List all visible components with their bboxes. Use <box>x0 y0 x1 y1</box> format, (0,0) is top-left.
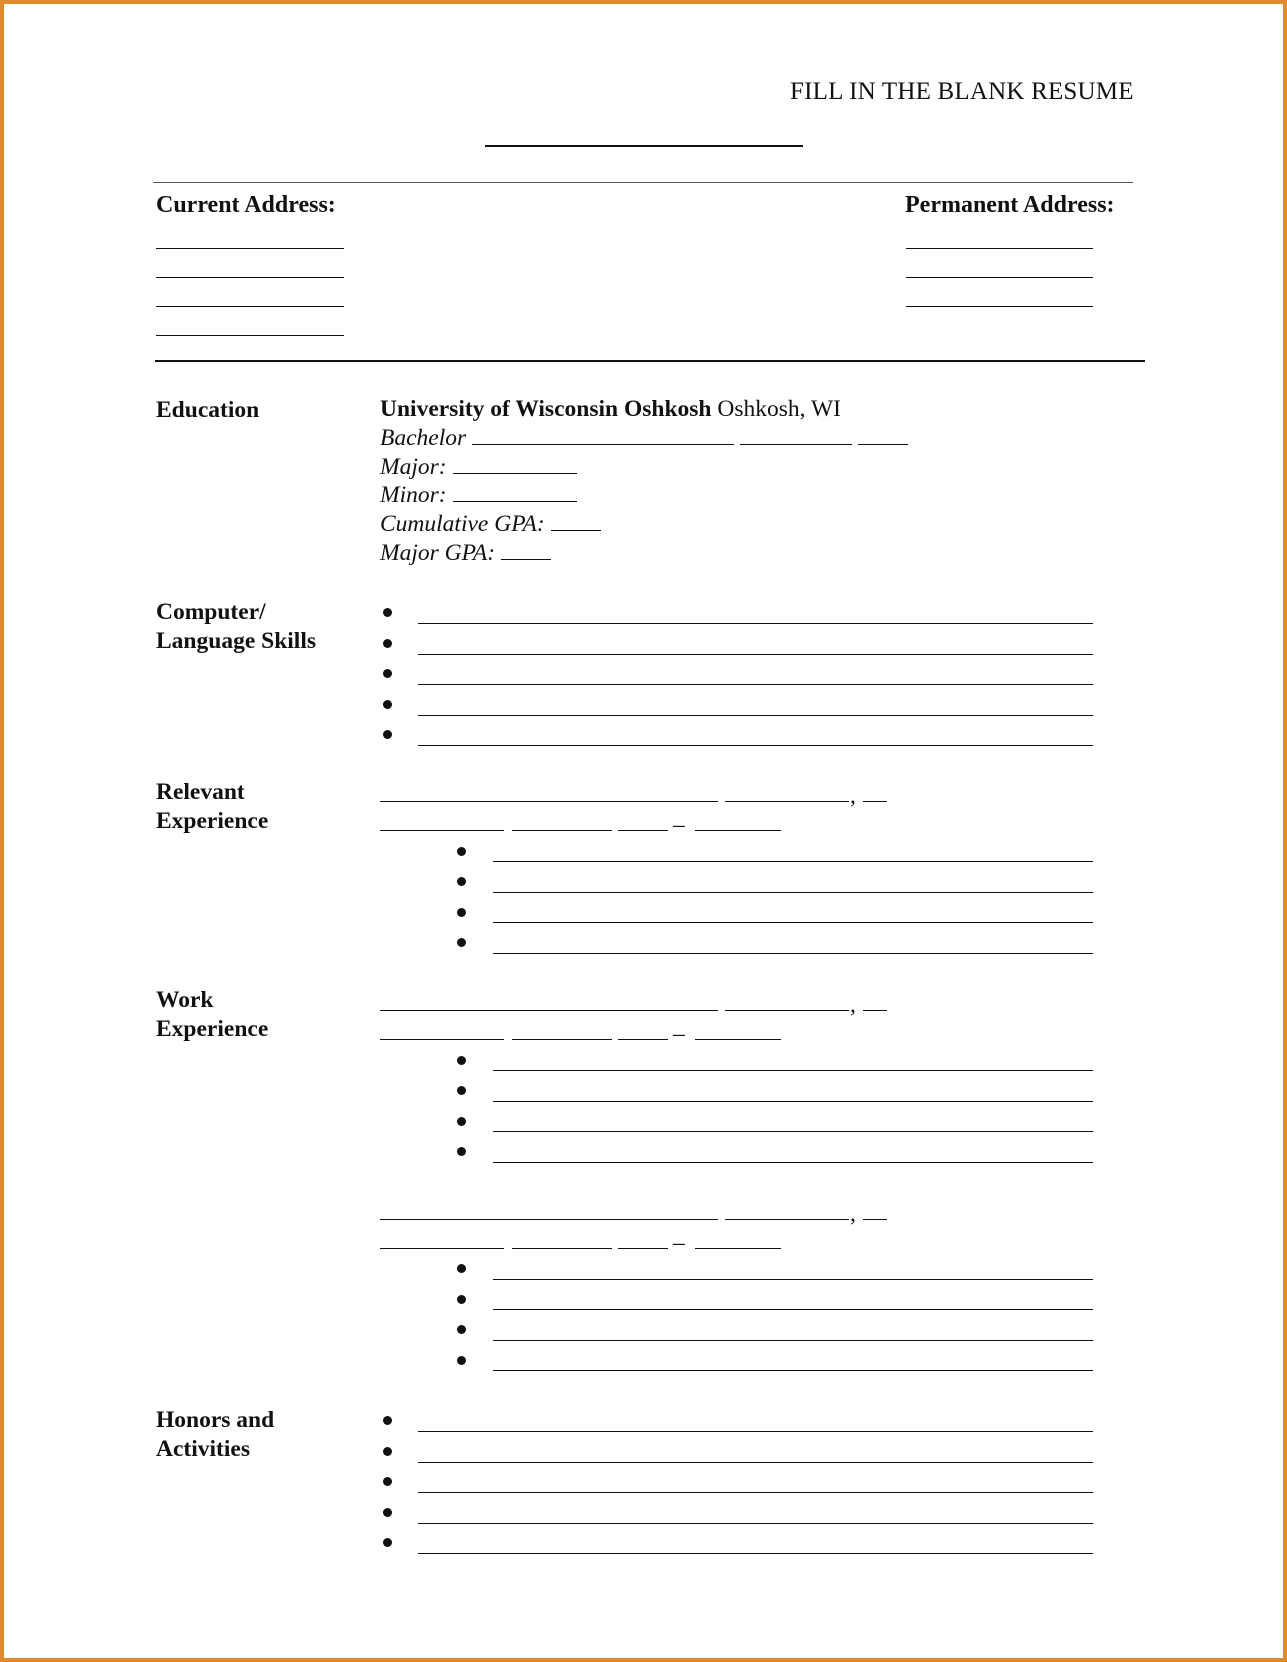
bullet-icon <box>457 1295 466 1304</box>
dash-separator: – <box>673 812 685 838</box>
employer-blank[interactable] <box>380 1219 718 1220</box>
end-date-blank[interactable] <box>695 1248 781 1249</box>
cumulative-gpa-blank[interactable] <box>551 512 601 531</box>
duty-blank[interactable] <box>493 1131 1093 1132</box>
start-date-blank[interactable] <box>618 830 668 831</box>
honor-blank[interactable] <box>418 1492 1093 1493</box>
duty-blank[interactable] <box>493 1309 1093 1310</box>
bullet-icon <box>383 730 392 739</box>
bullet-icon <box>457 847 466 856</box>
cumulative-gpa-label: Cumulative GPA: <box>380 511 545 537</box>
bullet-icon <box>457 938 466 947</box>
bullet-icon <box>383 669 392 678</box>
relevant-experience-label <box>156 778 268 836</box>
skill-blank[interactable] <box>418 684 1093 685</box>
bullet-icon <box>457 1117 466 1126</box>
minor-label: Minor: <box>380 482 447 508</box>
dash-separator: – <box>673 1230 685 1256</box>
degree-label: Bachelor <box>380 425 467 451</box>
comma-separator: , <box>850 1201 856 1227</box>
bullet-icon <box>457 1325 466 1334</box>
permanent-address-blank[interactable] <box>906 248 1093 249</box>
honor-blank[interactable] <box>418 1431 1093 1432</box>
degree-blank[interactable] <box>740 426 852 445</box>
bullet-icon <box>383 1416 392 1425</box>
degree-blank[interactable] <box>472 426 734 445</box>
duty-blank[interactable] <box>493 1101 1093 1102</box>
end-date-blank[interactable] <box>695 830 781 831</box>
cumulative-gpa-line <box>380 511 601 538</box>
honor-blank[interactable] <box>418 1553 1093 1554</box>
honor-blank[interactable] <box>418 1523 1093 1524</box>
bullet-icon <box>457 1086 466 1095</box>
honor-blank[interactable] <box>418 1462 1093 1463</box>
major-label: Major: <box>380 454 447 480</box>
work-label-line2: Experience <box>156 1016 269 1042</box>
honors-label-line2: Activities <box>156 1436 250 1462</box>
skill-blank[interactable] <box>418 745 1093 746</box>
state-blank[interactable] <box>863 1010 887 1011</box>
duty-blank[interactable] <box>493 953 1093 954</box>
skills-label <box>156 598 316 656</box>
bullet-icon <box>383 639 392 648</box>
major-gpa-blank[interactable] <box>501 541 551 560</box>
dash-separator: – <box>673 1021 685 1047</box>
current-address-blank[interactable] <box>156 335 344 336</box>
state-blank[interactable] <box>863 1219 887 1220</box>
skill-blank[interactable] <box>418 715 1093 716</box>
start-date-blank[interactable] <box>618 1248 668 1249</box>
work-experience-label <box>156 986 268 1044</box>
duty-blank[interactable] <box>493 892 1093 893</box>
permanent-address-blank[interactable] <box>906 277 1093 278</box>
end-date-blank[interactable] <box>695 1039 781 1040</box>
position-blank[interactable] <box>380 1039 504 1040</box>
duty-blank[interactable] <box>493 1370 1093 1371</box>
bullet-icon <box>457 1264 466 1273</box>
bullet-icon <box>383 1477 392 1486</box>
bullet-icon <box>383 608 392 617</box>
skills-label-line2: Language Skills <box>156 628 316 654</box>
university-name: University of Wisconsin Oshkosh <box>380 396 712 422</box>
honors-activities-label <box>156 1406 274 1464</box>
university-line <box>380 396 841 423</box>
bullet-icon <box>457 908 466 917</box>
university-location: Oshkosh, WI <box>717 396 841 422</box>
name-blank[interactable] <box>485 145 803 147</box>
bullet-icon <box>457 877 466 886</box>
comma-separator: , <box>850 783 856 809</box>
duty-blank[interactable] <box>493 1070 1093 1071</box>
skill-blank[interactable] <box>418 623 1093 624</box>
document-title: FILL IN THE BLANK RESUME <box>790 78 1134 105</box>
duty-blank[interactable] <box>493 1340 1093 1341</box>
honors-label-line1: Honors and <box>156 1407 275 1433</box>
relevant-label-line1: Relevant <box>156 779 245 805</box>
permanent-address-label: Permanent Address: <box>905 192 1115 218</box>
major-blank[interactable] <box>453 455 577 474</box>
major-line <box>380 454 577 481</box>
bullet-icon <box>457 1147 466 1156</box>
duty-blank[interactable] <box>493 861 1093 862</box>
current-address-blank[interactable] <box>156 306 344 307</box>
skill-blank[interactable] <box>418 654 1093 655</box>
relevant-label-line2: Experience <box>156 808 269 834</box>
position-blank[interactable] <box>380 830 504 831</box>
education-label: Education <box>156 397 260 423</box>
bullet-icon <box>383 1538 392 1547</box>
header-divider <box>153 182 1133 183</box>
position-blank[interactable] <box>512 830 612 831</box>
bullet-icon <box>383 1508 392 1517</box>
bullet-icon <box>383 1447 392 1456</box>
comma-separator: , <box>850 992 856 1018</box>
city-blank[interactable] <box>725 801 849 802</box>
city-blank[interactable] <box>725 1219 849 1220</box>
position-blank[interactable] <box>512 1248 612 1249</box>
work-label-line1: Work <box>156 987 214 1013</box>
major-gpa-line <box>380 540 551 567</box>
city-blank[interactable] <box>725 1010 849 1011</box>
duty-blank[interactable] <box>493 1279 1093 1280</box>
employer-blank[interactable] <box>380 1010 718 1011</box>
duty-blank[interactable] <box>493 922 1093 923</box>
skills-label-line1: Computer/ <box>156 599 266 625</box>
employer-blank[interactable] <box>380 801 718 802</box>
current-address-label: Current Address: <box>156 192 336 218</box>
minor-line <box>380 482 577 509</box>
address-divider <box>155 360 1145 362</box>
bullet-icon <box>457 1356 466 1365</box>
duty-blank[interactable] <box>493 1162 1093 1163</box>
bullet-icon <box>457 1056 466 1065</box>
position-blank[interactable] <box>512 1039 612 1040</box>
degree-line <box>380 425 908 452</box>
major-gpa-label: Major GPA: <box>380 540 496 566</box>
bullet-icon <box>383 700 392 709</box>
permanent-address-blank[interactable] <box>906 306 1093 307</box>
position-blank[interactable] <box>380 1248 504 1249</box>
start-date-blank[interactable] <box>618 1039 668 1040</box>
degree-blank[interactable] <box>858 426 908 445</box>
current-address-blank[interactable] <box>156 277 344 278</box>
current-address-blank[interactable] <box>156 248 344 249</box>
minor-blank[interactable] <box>453 483 577 502</box>
state-blank[interactable] <box>863 801 887 802</box>
